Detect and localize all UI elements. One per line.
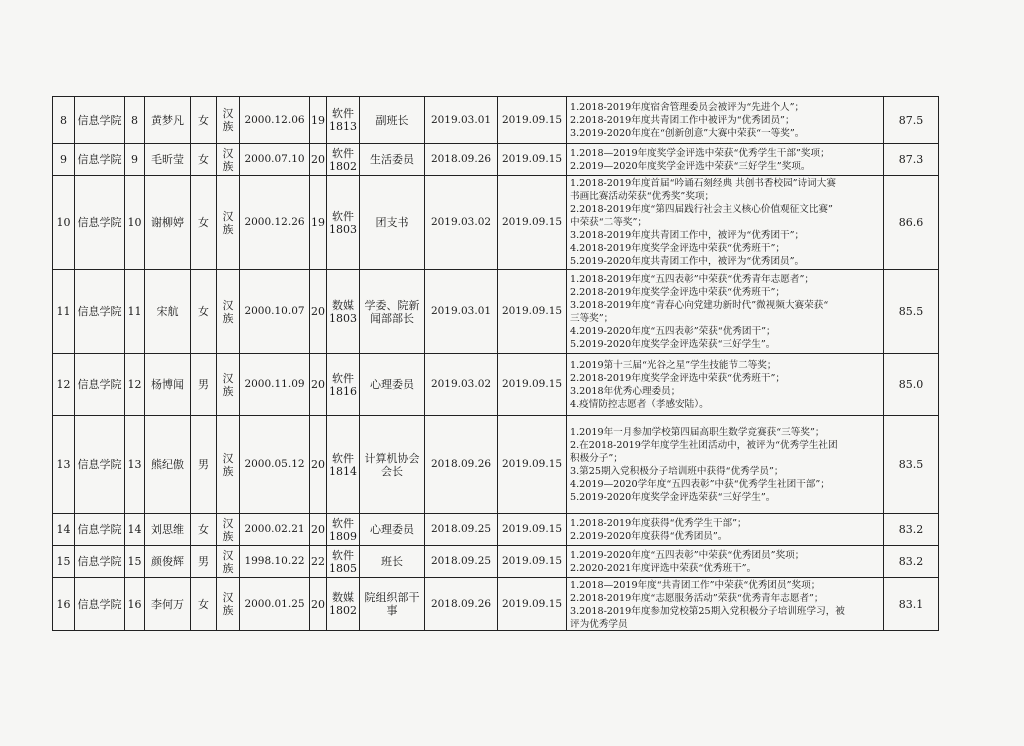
- ethnicity-cell-part: 族: [222, 159, 234, 173]
- table-row: [53, 97, 939, 144]
- achievement-line: 书画比赛活动荣获“优秀奖”奖项；: [570, 191, 715, 202]
- name-cell: 杨博闻: [145, 354, 191, 416]
- row-index-cell: 11: [53, 270, 75, 354]
- score-cell: 87.5: [884, 97, 939, 144]
- achievement-line: 3.2018年优秀心理委员；: [570, 385, 681, 397]
- class-cell: [327, 144, 360, 176]
- achievements-cell: [567, 97, 884, 144]
- birth-date-cell: 2000.11.09: [240, 354, 310, 416]
- position-cell: 生活委员: [360, 144, 425, 176]
- start-date-cell: 2019.03.02: [425, 176, 498, 270]
- class-cell-part: 数媒: [332, 591, 354, 604]
- achievement-line: 3.2018-2019年度共青团工作中，被评为“优秀团干”；: [570, 230, 805, 241]
- ethnicity-cell-part: 族: [222, 561, 234, 575]
- table-row: [53, 514, 939, 546]
- row-index-cell: 15: [53, 546, 75, 578]
- birth-date-cell: 2000.01.25: [240, 578, 310, 631]
- class-cell: [327, 514, 360, 546]
- ethnicity-cell-part: 族: [222, 384, 234, 398]
- achievement-line: 1.2019年一月参加学校第四届高职生数学竞赛获“三等奖”；: [570, 426, 825, 438]
- ethnicity-cell: [217, 354, 240, 416]
- class-cell-part: 1813: [329, 120, 357, 133]
- college-cell: 信息学院: [75, 354, 125, 416]
- achievement-line: 三等奖”；: [570, 312, 614, 324]
- ethnicity-cell: [217, 144, 240, 176]
- start-date-cell: 2019.03.01: [425, 270, 498, 354]
- end-date-cell: 2019.09.15: [498, 546, 567, 578]
- gender-cell: 女: [191, 270, 217, 354]
- age-cell: 19: [310, 176, 327, 270]
- rank-cell: 13: [125, 416, 145, 514]
- name-cell: 毛昕莹: [145, 144, 191, 176]
- student-roster-table: [52, 96, 939, 631]
- achievement-line: 3.2019-2020年度在“创新创意”大赛中荣获“一等奖”。: [570, 127, 805, 139]
- achievements-cell: [567, 578, 884, 631]
- score-cell: 86.6: [884, 176, 939, 270]
- score-cell: 87.3: [884, 144, 939, 176]
- class-cell-part: 1809: [329, 529, 357, 543]
- rank-cell: 11: [125, 270, 145, 354]
- rank-cell: 9: [125, 144, 145, 176]
- row-index-cell: 14: [53, 514, 75, 546]
- achievements-cell: [567, 546, 884, 578]
- achievements-cell: [567, 270, 884, 354]
- achievement-line: 3.2018-2019年度参加党校第25期入党积极分子培训班学习，被: [570, 606, 845, 617]
- achievement-line: 2.2020-2021年度评选中荣获“优秀班干”。: [570, 562, 757, 574]
- ethnicity-cell: [217, 270, 240, 354]
- age-cell: 20: [310, 144, 327, 176]
- ethnicity-cell-part: 族: [222, 120, 234, 133]
- age-cell: 20: [310, 270, 327, 354]
- achievement-line: 5.2019-2020年度共青团工作中，被评为“优秀团员”。: [570, 256, 805, 267]
- rank-cell: 15: [125, 546, 145, 578]
- end-date-cell: 2019.09.15: [498, 514, 567, 546]
- start-date-cell: 2018.09.25: [425, 514, 498, 546]
- class-cell: [327, 546, 360, 578]
- class-cell: [327, 354, 360, 416]
- achievement-line: 中荣获“二等奖”；: [570, 217, 647, 228]
- achievement-line: 3.第25期入党积极分子培训班中获得“优秀学员”；: [570, 465, 784, 477]
- achievement-line: 2.2018-2019年度“志愿服务活动”荣获“优秀青年志愿者”；: [570, 593, 824, 604]
- rank-cell: 8: [125, 97, 145, 144]
- ethnicity-cell-part: 族: [222, 529, 234, 543]
- class-cell: [327, 578, 360, 631]
- table-row: [53, 176, 939, 270]
- position-cell: 团支书: [360, 176, 425, 270]
- age-cell: 22: [310, 546, 327, 578]
- ethnicity-cell-part: 汉: [222, 146, 234, 160]
- position-cell: 心理委员: [360, 514, 425, 546]
- achievement-line: 4.疫情防控志愿者（孝感安陆）。: [570, 398, 709, 410]
- class-cell-part: 1816: [329, 384, 357, 398]
- ethnicity-cell-part: 族: [222, 311, 234, 325]
- start-date-cell: 2018.09.25: [425, 546, 498, 578]
- end-date-cell: 2019.09.15: [498, 354, 567, 416]
- table-row: [53, 354, 939, 416]
- achievement-line: 2.2018-2019年度共青团工作中被评为“优秀团员”；: [570, 114, 795, 126]
- class-cell-part: 软件: [332, 146, 354, 160]
- end-date-cell: 2019.09.15: [498, 176, 567, 270]
- age-cell: 20: [310, 354, 327, 416]
- position-cell: 心理委员: [360, 354, 425, 416]
- college-cell: 信息学院: [75, 416, 125, 514]
- score-cell: 85.0: [884, 354, 939, 416]
- score-cell: 83.2: [884, 546, 939, 578]
- rank-cell: 12: [125, 354, 145, 416]
- table-row: [53, 578, 939, 631]
- position-cell: 副班长: [360, 97, 425, 144]
- gender-cell: 女: [191, 144, 217, 176]
- ethnicity-cell: [217, 97, 240, 144]
- birth-date-cell: 1998.10.22: [240, 546, 310, 578]
- name-cell: 颜俊辉: [145, 546, 191, 578]
- achievement-line: 3.2018-2019年度“青春心向党建功新时代”微视频大赛荣获“: [570, 299, 829, 311]
- college-cell: 信息学院: [75, 144, 125, 176]
- ethnicity-cell-part: 汉: [222, 298, 234, 312]
- row-index-cell: 12: [53, 354, 75, 416]
- achievement-line: 1.2018-2019年度宿舍管理委员会被评为“先进个人”；: [570, 101, 805, 113]
- position-cell: 学委、院新闻部部长: [360, 270, 425, 354]
- class-cell: [327, 97, 360, 144]
- college-cell: 信息学院: [75, 97, 125, 144]
- ethnicity-cell-part: 族: [222, 604, 234, 617]
- birth-date-cell: 2000.02.21: [240, 514, 310, 546]
- birth-date-cell: 2000.12.06: [240, 97, 310, 144]
- achievement-line: 2.2018-2019年度奖学金评选中荣获“优秀班干”；: [570, 372, 785, 384]
- name-cell: 熊纪傲: [145, 416, 191, 514]
- class-cell-part: 软件: [332, 107, 354, 120]
- name-cell: 谢柳婷: [145, 176, 191, 270]
- achievement-line: 2.2019-2020年度获得“优秀团员”。: [570, 530, 728, 542]
- rank-cell: 16: [125, 578, 145, 631]
- age-cell: 20: [310, 578, 327, 631]
- class-cell-part: 软件: [332, 548, 354, 562]
- birth-date-cell: 2000.05.12: [240, 416, 310, 514]
- achievement-line: 1.2018-2019年度“五四表彰”中荣获“优秀青年志愿者”；: [570, 273, 814, 285]
- start-date-cell: 2018.09.26: [425, 416, 498, 514]
- achievements-cell: [567, 354, 884, 416]
- start-date-cell: 2018.09.26: [425, 578, 498, 631]
- class-cell-part: 1803: [329, 222, 357, 236]
- row-index-cell: 13: [53, 416, 75, 514]
- gender-cell: 女: [191, 176, 217, 270]
- start-date-cell: 2019.03.01: [425, 97, 498, 144]
- end-date-cell: 2019.09.15: [498, 97, 567, 144]
- achievement-line: 4.2018-2019年度奖学金评选中荣获“优秀班干”；: [570, 243, 785, 254]
- college-cell: 信息学院: [75, 578, 125, 631]
- rank-cell: 10: [125, 176, 145, 270]
- class-cell-part: 软件: [332, 371, 354, 385]
- achievement-line: 4.2019—2020学年度“五四表彰”中获“优秀学生社团干部”；: [570, 478, 830, 490]
- rank-cell: 14: [125, 514, 145, 546]
- class-cell-part: 软件: [332, 516, 354, 530]
- end-date-cell: 2019.09.15: [498, 144, 567, 176]
- achievement-line: 2.2019—2020年度奖学金评选中荣获“三好学生”奖项。: [570, 160, 811, 172]
- age-cell: 19: [310, 97, 327, 144]
- achievement-line: 2.在2018-2019学年度学生社团活动中，被评为“优秀学生社团: [570, 439, 838, 451]
- table-row: [53, 144, 939, 176]
- ethnicity-cell-part: 汉: [222, 591, 234, 604]
- gender-cell: 女: [191, 97, 217, 144]
- gender-cell: 女: [191, 578, 217, 631]
- gender-cell: 男: [191, 546, 217, 578]
- score-cell: 83.2: [884, 514, 939, 546]
- achievement-line: 4.2019-2020年度“五四表彰”荣获“优秀团干”；: [570, 325, 776, 337]
- class-cell-part: 软件: [332, 209, 354, 223]
- achievements-cell: [567, 416, 884, 514]
- achievements-cell: [567, 514, 884, 546]
- birth-date-cell: 2000.12.26: [240, 176, 310, 270]
- start-date-cell: 2018.09.26: [425, 144, 498, 176]
- ethnicity-cell: [217, 514, 240, 546]
- achievement-line: 2.2018-2019年度“第四届践行社会主义核心价值观征文比赛”: [570, 204, 833, 215]
- table-row: [53, 416, 939, 514]
- achievements-cell: [567, 144, 884, 176]
- achievement-line: 5.2019-2020年度奖学金评选荣获“三好学生”。: [570, 338, 776, 350]
- college-cell: 信息学院: [75, 514, 125, 546]
- row-index-cell: 16: [53, 578, 75, 631]
- row-index-cell: 10: [53, 176, 75, 270]
- ethnicity-cell-part: 汉: [222, 451, 234, 465]
- position-cell: 院组织部干事: [360, 578, 425, 631]
- start-date-cell: 2019.03.02: [425, 354, 498, 416]
- class-cell-part: 1802: [329, 604, 357, 617]
- ethnicity-cell-part: 汉: [222, 107, 234, 120]
- class-cell: [327, 416, 360, 514]
- class-cell: [327, 176, 360, 270]
- college-cell: 信息学院: [75, 546, 125, 578]
- table-row: [53, 546, 939, 578]
- gender-cell: 男: [191, 354, 217, 416]
- position-cell: 班长: [360, 546, 425, 578]
- college-cell: 信息学院: [75, 270, 125, 354]
- birth-date-cell: 2000.10.07: [240, 270, 310, 354]
- age-cell: 20: [310, 416, 327, 514]
- class-cell-part: 数媒: [332, 298, 354, 312]
- achievement-line: 1.2018-2019年度首届“吟诵石刻经典 共创书香校园”诗词大赛: [570, 178, 836, 189]
- ethnicity-cell-part: 族: [222, 222, 234, 236]
- class-cell-part: 1803: [329, 311, 357, 325]
- score-cell: 83.1: [884, 578, 939, 631]
- ethnicity-cell-part: 汉: [222, 548, 234, 562]
- ethnicity-cell-part: 汉: [222, 371, 234, 385]
- name-cell: 刘思维: [145, 514, 191, 546]
- achievement-line: 1.2019-2020年度“五四表彰”中荣获“优秀团员”奖项；: [570, 549, 805, 561]
- ethnicity-cell-part: 汉: [222, 209, 234, 223]
- class-cell-part: 软件: [332, 451, 354, 465]
- score-cell: 85.5: [884, 270, 939, 354]
- ethnicity-cell: [217, 578, 240, 631]
- class-cell: [327, 270, 360, 354]
- score-cell: 83.5: [884, 416, 939, 514]
- ethnicity-cell: [217, 546, 240, 578]
- ethnicity-cell: [217, 416, 240, 514]
- college-cell: 信息学院: [75, 176, 125, 270]
- achievement-line: 1.2018-2019年度获得“优秀学生干部”；: [570, 517, 747, 529]
- ethnicity-cell: [217, 176, 240, 270]
- class-cell-part: 1805: [329, 561, 357, 575]
- birth-date-cell: 2000.07.10: [240, 144, 310, 176]
- ethnicity-cell-part: 族: [222, 464, 234, 478]
- achievement-line: 1.2018—2019年度奖学金评选中荣获“优秀学生干部”奖项；: [570, 147, 830, 159]
- name-cell: 宋航: [145, 270, 191, 354]
- name-cell: 李何万: [145, 578, 191, 631]
- position-cell: 计算机协会会长: [360, 416, 425, 514]
- achievement-line: 1.2018—2019年度“共青团工作”中荣获“优秀团员”奖项；: [570, 580, 821, 591]
- achievement-line: 2.2018-2019年度奖学金评选中荣获“优秀班干”；: [570, 286, 785, 298]
- achievement-line: 积极分子”；: [570, 452, 623, 464]
- name-cell: 黄梦凡: [145, 97, 191, 144]
- end-date-cell: 2019.09.15: [498, 578, 567, 631]
- gender-cell: 女: [191, 514, 217, 546]
- end-date-cell: 2019.09.15: [498, 416, 567, 514]
- age-cell: 20: [310, 514, 327, 546]
- achievement-line: 5.2019-2020年度奖学金评选荣获“三好学生”。: [570, 491, 776, 503]
- table-row: [53, 270, 939, 354]
- achievement-line: 评为优秀学员: [570, 619, 628, 629]
- achievements-cell: [567, 176, 884, 270]
- ethnicity-cell-part: 汉: [222, 516, 234, 530]
- achievement-line: 1.2019第十三届“光谷之星”学生技能节二等奖；: [570, 359, 777, 371]
- class-cell-part: 1814: [329, 464, 357, 478]
- end-date-cell: 2019.09.15: [498, 270, 567, 354]
- row-index-cell: 9: [53, 144, 75, 176]
- gender-cell: 男: [191, 416, 217, 514]
- class-cell-part: 1802: [329, 159, 357, 173]
- row-index-cell: 8: [53, 97, 75, 144]
